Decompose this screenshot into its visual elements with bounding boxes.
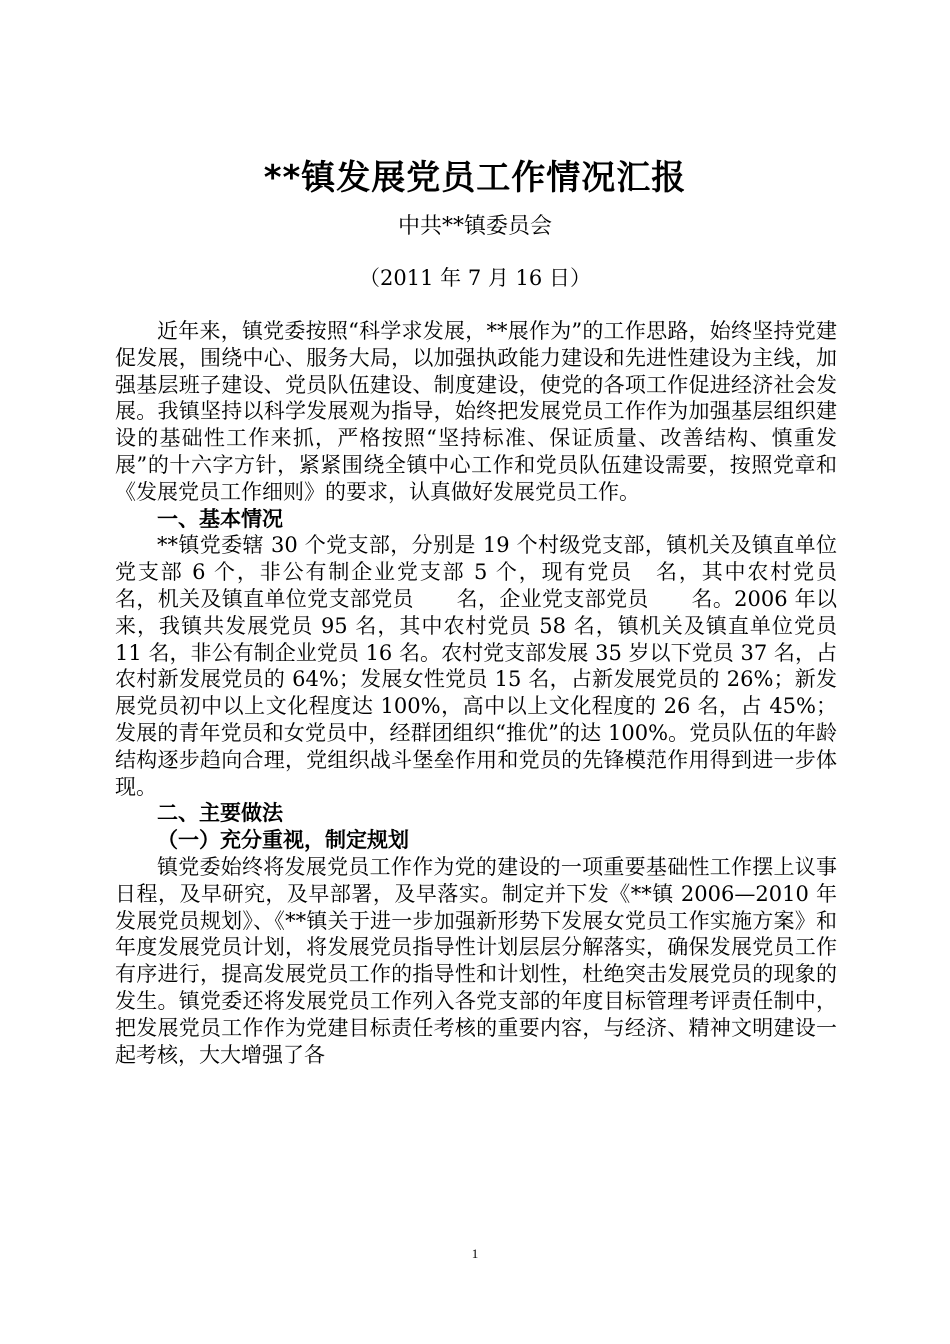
document-title: **镇发展党员工作情况汇报 <box>263 158 687 198</box>
page-number: 1 <box>471 1246 479 1261</box>
document-date: （2011 年 7 月 16 日） <box>359 266 591 290</box>
subsection-heading-planning: （一）充分重视，制定规划 <box>157 828 409 853</box>
document-body <box>115 318 879 1068</box>
basic-situation-paragraph: **镇党委辖 30 个党支部，分别是 19 个村级党支部，镇机关及镇直单位党支部 6 个，非公有制企业党支部 5 个，现有党员 名，其中农村党员 名，机关及镇直单位党支部党员 名，企业党支部党员 名。2006 年以来，我镇共发展党员 95 名，其中农村党员 58 名，镇机关及镇直单位党员 11 名，非公有制企业党员 16 名。农村党支部发展 35 岁以下党员 37 名，占农村新发展党员的 64%；发展女性党员 15 名，占新发展党员的 26%；新发展党员初中以上文化程度达 100%，高中以上文化程度的 26 名，占 45%；发展的青年党员和女党员中，经群团组织“推优”的达 100%。党员队伍的年龄结构逐步趋向合理，党组织战斗堡垒作用和党员的先锋模范作用得到进一步体现。 <box>115 533 879 799</box>
planning-paragraph: 镇党委始终将发展党员工作作为党的建设的一项重要基础性工作摆上议事日程，及早研究，及早部署，及早落实。制定并下发《**镇 2006—2010 年发展党员规划》、《**镇关于进一步加强新形势下发展女党员工作实施方案》和年度发展党员计划，将发展党员指导性计划层层分解落实，确保发展党员工作有序进行，提高发展党员工作的指导性和计划性，杜绝突击发展党员的现象的发生。镇党委还将发展党员工作列入各党支部的年度目标管理考评责任制中，把发展党员工作作为党建目标责任考核的重要内容，与经济、精神文明建设一起考核，大大增强了各 <box>115 854 837 1067</box>
intro-paragraph: 近年来，镇党委按照“科学求发展，**展作为”的工作思路，始终坚持党建促发展，围绕中心、服务大局，以加强执政能力建设和先进性建设为主线，加强基层班子建设、党员队伍建设、制度建设，使党的各项工作促进经济社会发展。我镇坚持以科学发展观为指导，始终把发展党员工作作为加强基层组织建设的基础性工作来抓，严格按照“坚持标准、保证质量、改善结构、慎重发展”的十六字方针，紧紧围绕全镇中心工作和党员队伍建设需要，按照党章和《发展党员工作细则》的要求，认真做好发展党员工作。 <box>115 319 837 504</box>
section-heading-basic: 一、基本情况 <box>157 506 283 531</box>
section-heading-practices: 二、主要做法 <box>157 801 283 826</box>
document-author: 中共**镇委员会 <box>397 214 552 239</box>
